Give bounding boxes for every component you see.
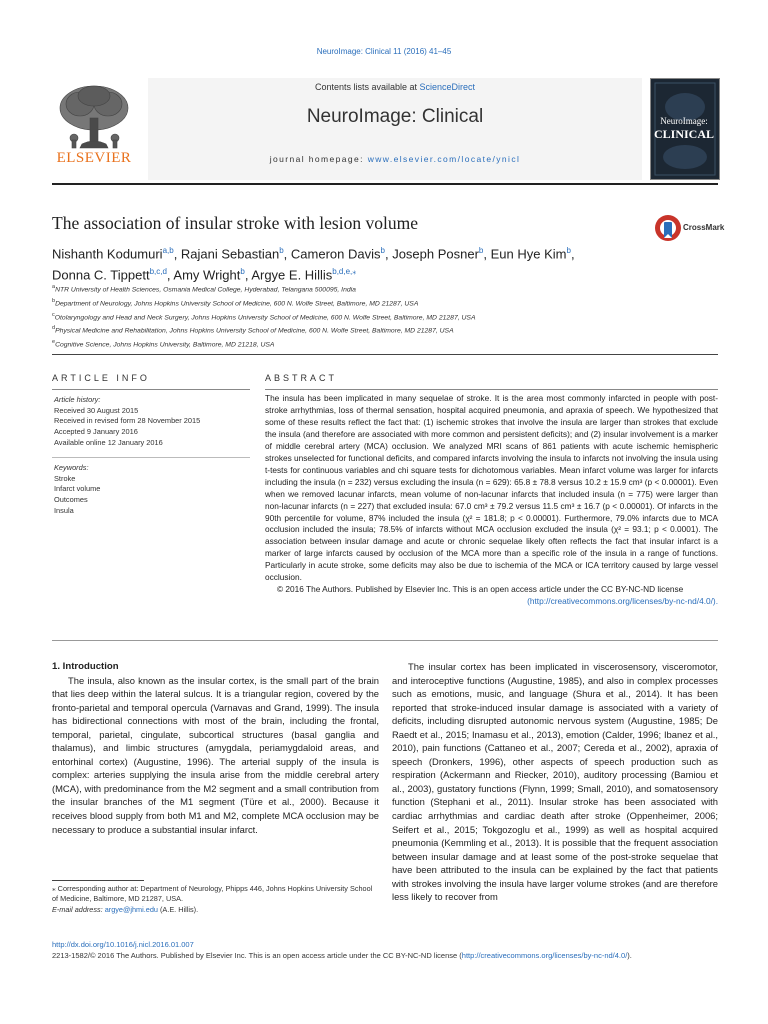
- author-affiliation-marker[interactable]: b: [240, 267, 245, 277]
- article-info-rule: [52, 389, 250, 390]
- author-affiliation-marker[interactable]: b: [478, 246, 484, 255]
- journal-name: NeuroImage: Clinical: [306, 106, 484, 127]
- affiliation-key: b: [52, 297, 56, 304]
- article-title: The association of insular stroke with lesion volume: [52, 213, 418, 233]
- contents-prefix: Contents lists available at: [314, 82, 420, 92]
- abstract-block: [265, 393, 718, 608]
- history-item: Received 30 August 2015: [54, 405, 139, 415]
- affiliation-text: Department of Neurology, Johns Hopkins University School of Medicine, 600 N. Wolfe Street, Baltimore, MD 21287, USA: [55, 300, 419, 308]
- license-suffix: ).: [627, 951, 632, 960]
- doi-link[interactable]: http://dx.doi.org/10.1016/j.nicl.2016.01.007: [52, 940, 194, 949]
- author-name: Argye E. Hillis: [251, 267, 333, 283]
- affiliation-key: c: [52, 311, 55, 318]
- author-separator: ,: [173, 246, 181, 262]
- author-separator: ,: [483, 246, 491, 262]
- abstract-rule: [265, 389, 718, 390]
- license-prefix: 2213-1582/© 2016 The Authors. Published by Elsevier Inc. This is an open access article under the CC BY-NC-ND license (: [52, 951, 462, 960]
- license-line: [52, 950, 718, 961]
- affiliation-text: Physical Medicine and Rehabilitation, Johns Hopkins University School of Medicine, 600 N. Wolfe Street, Baltimore, MD 21287, USA: [55, 327, 454, 335]
- affiliation-item: [52, 310, 692, 324]
- affiliation-text: NTR University of Health Sciences, Osmania Medical College, Hyderabad, Telangana 500095, India: [55, 286, 356, 294]
- author-name: Nishanth Kodumuri: [52, 246, 163, 262]
- header-rule: [52, 183, 718, 185]
- corresponding-author-marker[interactable]: ⁎: [352, 267, 357, 277]
- affiliation-item: [52, 323, 692, 337]
- affiliation-text: Otolaryngology and Head and Neck Surgery, Johns Hopkins University School of Medicine, 600 N. Wolfe Street, Baltimore, MD 21287, USA: [54, 313, 476, 321]
- email-label: E-mail address:: [52, 904, 105, 914]
- history-label: Article history:: [54, 395, 101, 404]
- author-name: Amy Wright: [173, 267, 241, 283]
- homepage-prefix: journal homepage:: [269, 154, 368, 164]
- affiliation-item: [52, 296, 692, 310]
- author-separator: ,: [283, 246, 291, 262]
- journal-reference[interactable]: NeuroImage: Clinical 11 (2016) 41–45: [316, 47, 452, 56]
- affiliation-item: [52, 282, 692, 296]
- author-affiliation-marker[interactable]: b: [279, 246, 284, 255]
- keyword-item: Insula: [54, 505, 74, 515]
- body-paragraph: The insula, also known as the insular cortex, is the small part of the brain that lies deep within the lateral sulcus. It is a triangular region, covered by the fronto-parietal and temporal opercula (Varnavas and Grand, 1999). The insula has bidirectional connections with most of the brain, including the frontal, temporal, parietal, cingulate, subcortical structures (basal ganglia and thalamus), and limbic structures (amygdala, periamygdaloid areas, and entorhinal cortex) (Augustine, 1996). The arterial supply of the insula is complex: arteries supplying the insula arise from the middle cerebral artery (MCA), with predominance from the M2 segment and a small contribution from the insular branches of the M1 segment (Türe et al., 2000). Because it receives blood supply from both M1 and M2, complete MCA occlusion may be necessary to produce a substantial insular infarct.: [52, 674, 379, 835]
- email-line: [52, 905, 379, 915]
- doi-footer: [52, 939, 718, 961]
- author-separator: ,: [570, 246, 575, 262]
- author-affiliation-marker[interactable]: b,c,d: [149, 267, 167, 277]
- email-suffix: (A.E. Hillis).: [157, 904, 199, 914]
- keywords-rule: [52, 457, 250, 458]
- contents-available-line: [148, 82, 642, 92]
- affiliation-key: d: [52, 325, 56, 332]
- author-separator: ,: [384, 246, 393, 262]
- affiliation-key: e: [52, 339, 56, 346]
- author-list: [52, 242, 692, 285]
- license-link[interactable]: http://creativecommons.org/licenses/by-nc-nd/4.0/: [461, 951, 628, 960]
- crossmark-icon[interactable]: [654, 214, 682, 242]
- author-name: Joseph Posner: [392, 246, 479, 262]
- article-info-heading: ARTICLE INFO: [52, 373, 150, 383]
- author-name: Donna C. Tippett: [52, 267, 150, 283]
- author-name: Rajani Sebastian: [180, 246, 280, 262]
- article-history: [54, 395, 250, 449]
- abstract-heading: ABSTRACT: [265, 373, 338, 383]
- corresponding-author-footnote: [52, 884, 379, 915]
- keyword-item: Stroke: [54, 473, 76, 483]
- abstract-text: The insula has been implicated in many sequelae of stroke. It is the area most commonly infarcted in people with post-stroke arrhythmias, loss of thermal sensation, hospital acquired pneumonia, and apraxia of speech. We hypothesized that some of these results reflect the fact that: (1) ischemic strokes that involve the insula are larger than strokes that exclude the insula (and therefore are associated with more common and persistent deficits); and (2) insular involvement is a marker of middle cerebral artery (MCA) occlusion. We analyzed MRI scans of 861 patients with acute ischemic hemispheric strokes unselected for functional deficits, and compared infarcts involving the insula to infarcts not involving the insula using t-tests for continuous variables and chi square tests for dichotomous variables. Mean infarct volume was larger for infarcts including the insula (n = 232) versus excluding the insula (n = 629): 65.8 ± 78.8 versus 10.2 ± 15.9 cm³ (p < 0.00001). Even when we removed lacunar infarcts, mean volume of non-lacunar infarcts that included insula (n = 775) were larger than non-lacunar infarcts (n = 227) that excluded insula: 67.0 cm³ ± 79.2 versus 11.5 cm³ ± 16.7 (p < 0.00001). Of infarcts in the 90th percentile for volume, 87% included the insula (χ² = 181.8; p < 0.00001). Furthermore, 79.0% infarcts due to MCA occlusion included the insula; 78.5% of infarcts without MCA occlusion excluded the insula (χ² = 93.1; p < 0.0001). The association between insular damage and acute or chronic sequelae likely often reflects the fact that insular infarct is a marker of large infarcts caused by occlusion of the MCA more than a specific role of the insula in a range of functions. Particularly in acute stroke, some deficits may also be due to ischemia of the MCA or ICA territory caused by large vessel occlusion.: [265, 393, 718, 583]
- email-link[interactable]: argye@jhmi.edu: [104, 904, 158, 914]
- corresponding-author-text: ⁎ Corresponding author at: Department of Neurology, Phipps 446, Johns Hopkins University School of Medicine, Baltimore, MD 21287, USA.: [52, 884, 373, 904]
- history-item: Accepted 9 January 2016: [54, 427, 138, 437]
- author-affiliation-marker[interactable]: b: [380, 246, 385, 255]
- author-separator: ,: [166, 267, 174, 283]
- abstract-copyright: © 2016 The Authors. Published by Elsevier Inc. This is an open access article under the CC BY-NC-ND license: [277, 584, 684, 595]
- elsevier-wordmark[interactable]: ELSEVIER: [56, 150, 132, 166]
- keywords-label: Keywords:: [54, 463, 89, 472]
- keyword-item: Infarct volume: [54, 484, 101, 494]
- author-affiliation-marker[interactable]: b,d,e,: [332, 267, 353, 277]
- author-affiliation-marker[interactable]: a,b: [162, 246, 174, 255]
- affiliation-text: Cognitive Science, Johns Hopkins University, Baltimore, MD 21218, USA: [55, 341, 275, 349]
- abstract-license-link[interactable]: (http://creativecommons.org/licenses/by-nc-nd/4.0/).: [527, 596, 718, 607]
- journal-header-banner: [148, 78, 642, 180]
- introduction-heading: 1. Introduction: [52, 661, 119, 672]
- affiliation-key: a: [52, 284, 56, 290]
- crossmark-label[interactable]: CrossMark: [683, 223, 725, 232]
- body-column-left: [52, 660, 379, 836]
- cover-title-line2: CLINICAL: [653, 127, 714, 141]
- body-paragraph: The insular cortex has been implicated in viscerosensory, visceromotor, and interoceptive functions (Augustine, 1985), and also in complex processes such as emotions, music, and language (Shura et al., 2014). It has been reported that stroke-induced insular damage is associated with a variety of deficits, including disrupted autonomic nervous system (Augustine, 1985; De Raedt et al., 2015; Inamasu et al., 2013), emotion (Calder, 1996; Ibanez et al., 2010), pain functions (Cattaneo et al., 2007; Cereda et al., 2002), apraxia of speech (Dronkers, 1996), other aspects of speech production such as respiration (Ackermann and Riecker, 2010), auditory processing (Bamiou et al., 2003), gustatory functions (Flynn, 1999; Small, 2010), and somatosensory function (Stephani et al., 2011). Insular stroke has been associated with cardiac arrhythmias and cardiac death after stroke (Oppenheimer, 2006; Seifert et al., 2015; Tokgozoglu et al., 1999) as well as hospital acquired pneumonia (Kemmling et al., 2013). It is possible that the frequent association between insular damage and at least some of the post-stroke sequelae that have been attributed to the insula can be explained by the fact that patients with strokes involving the insula have larger volume strokes (and are therefore less likely to recover from: [392, 661, 718, 903]
- sciencedirect-link[interactable]: ScienceDirect: [419, 82, 476, 92]
- keyword-item: Outcomes: [54, 495, 88, 505]
- author-name: Eun Hye Kim: [490, 246, 567, 262]
- section-rule: [52, 354, 718, 355]
- author-separator: ,: [244, 267, 252, 283]
- history-item: Available online 12 January 2016: [54, 437, 163, 447]
- footnote-rule: [52, 880, 144, 881]
- body-column-right: [392, 660, 718, 904]
- author-name: Cameron Davis: [290, 246, 381, 262]
- author-affiliation-marker[interactable]: b: [566, 246, 571, 255]
- keywords-block: [54, 463, 250, 517]
- cover-title-line1: NeuroImage:: [660, 116, 708, 126]
- affiliation-item: [52, 337, 692, 351]
- abstract-bottom-rule: [52, 640, 718, 641]
- journal-homepage-line: [148, 154, 642, 164]
- homepage-link[interactable]: www.elsevier.com/locate/ynicl: [367, 154, 521, 164]
- history-item: Received in revised form 28 November 2015: [54, 416, 201, 426]
- affiliation-list: [52, 282, 692, 351]
